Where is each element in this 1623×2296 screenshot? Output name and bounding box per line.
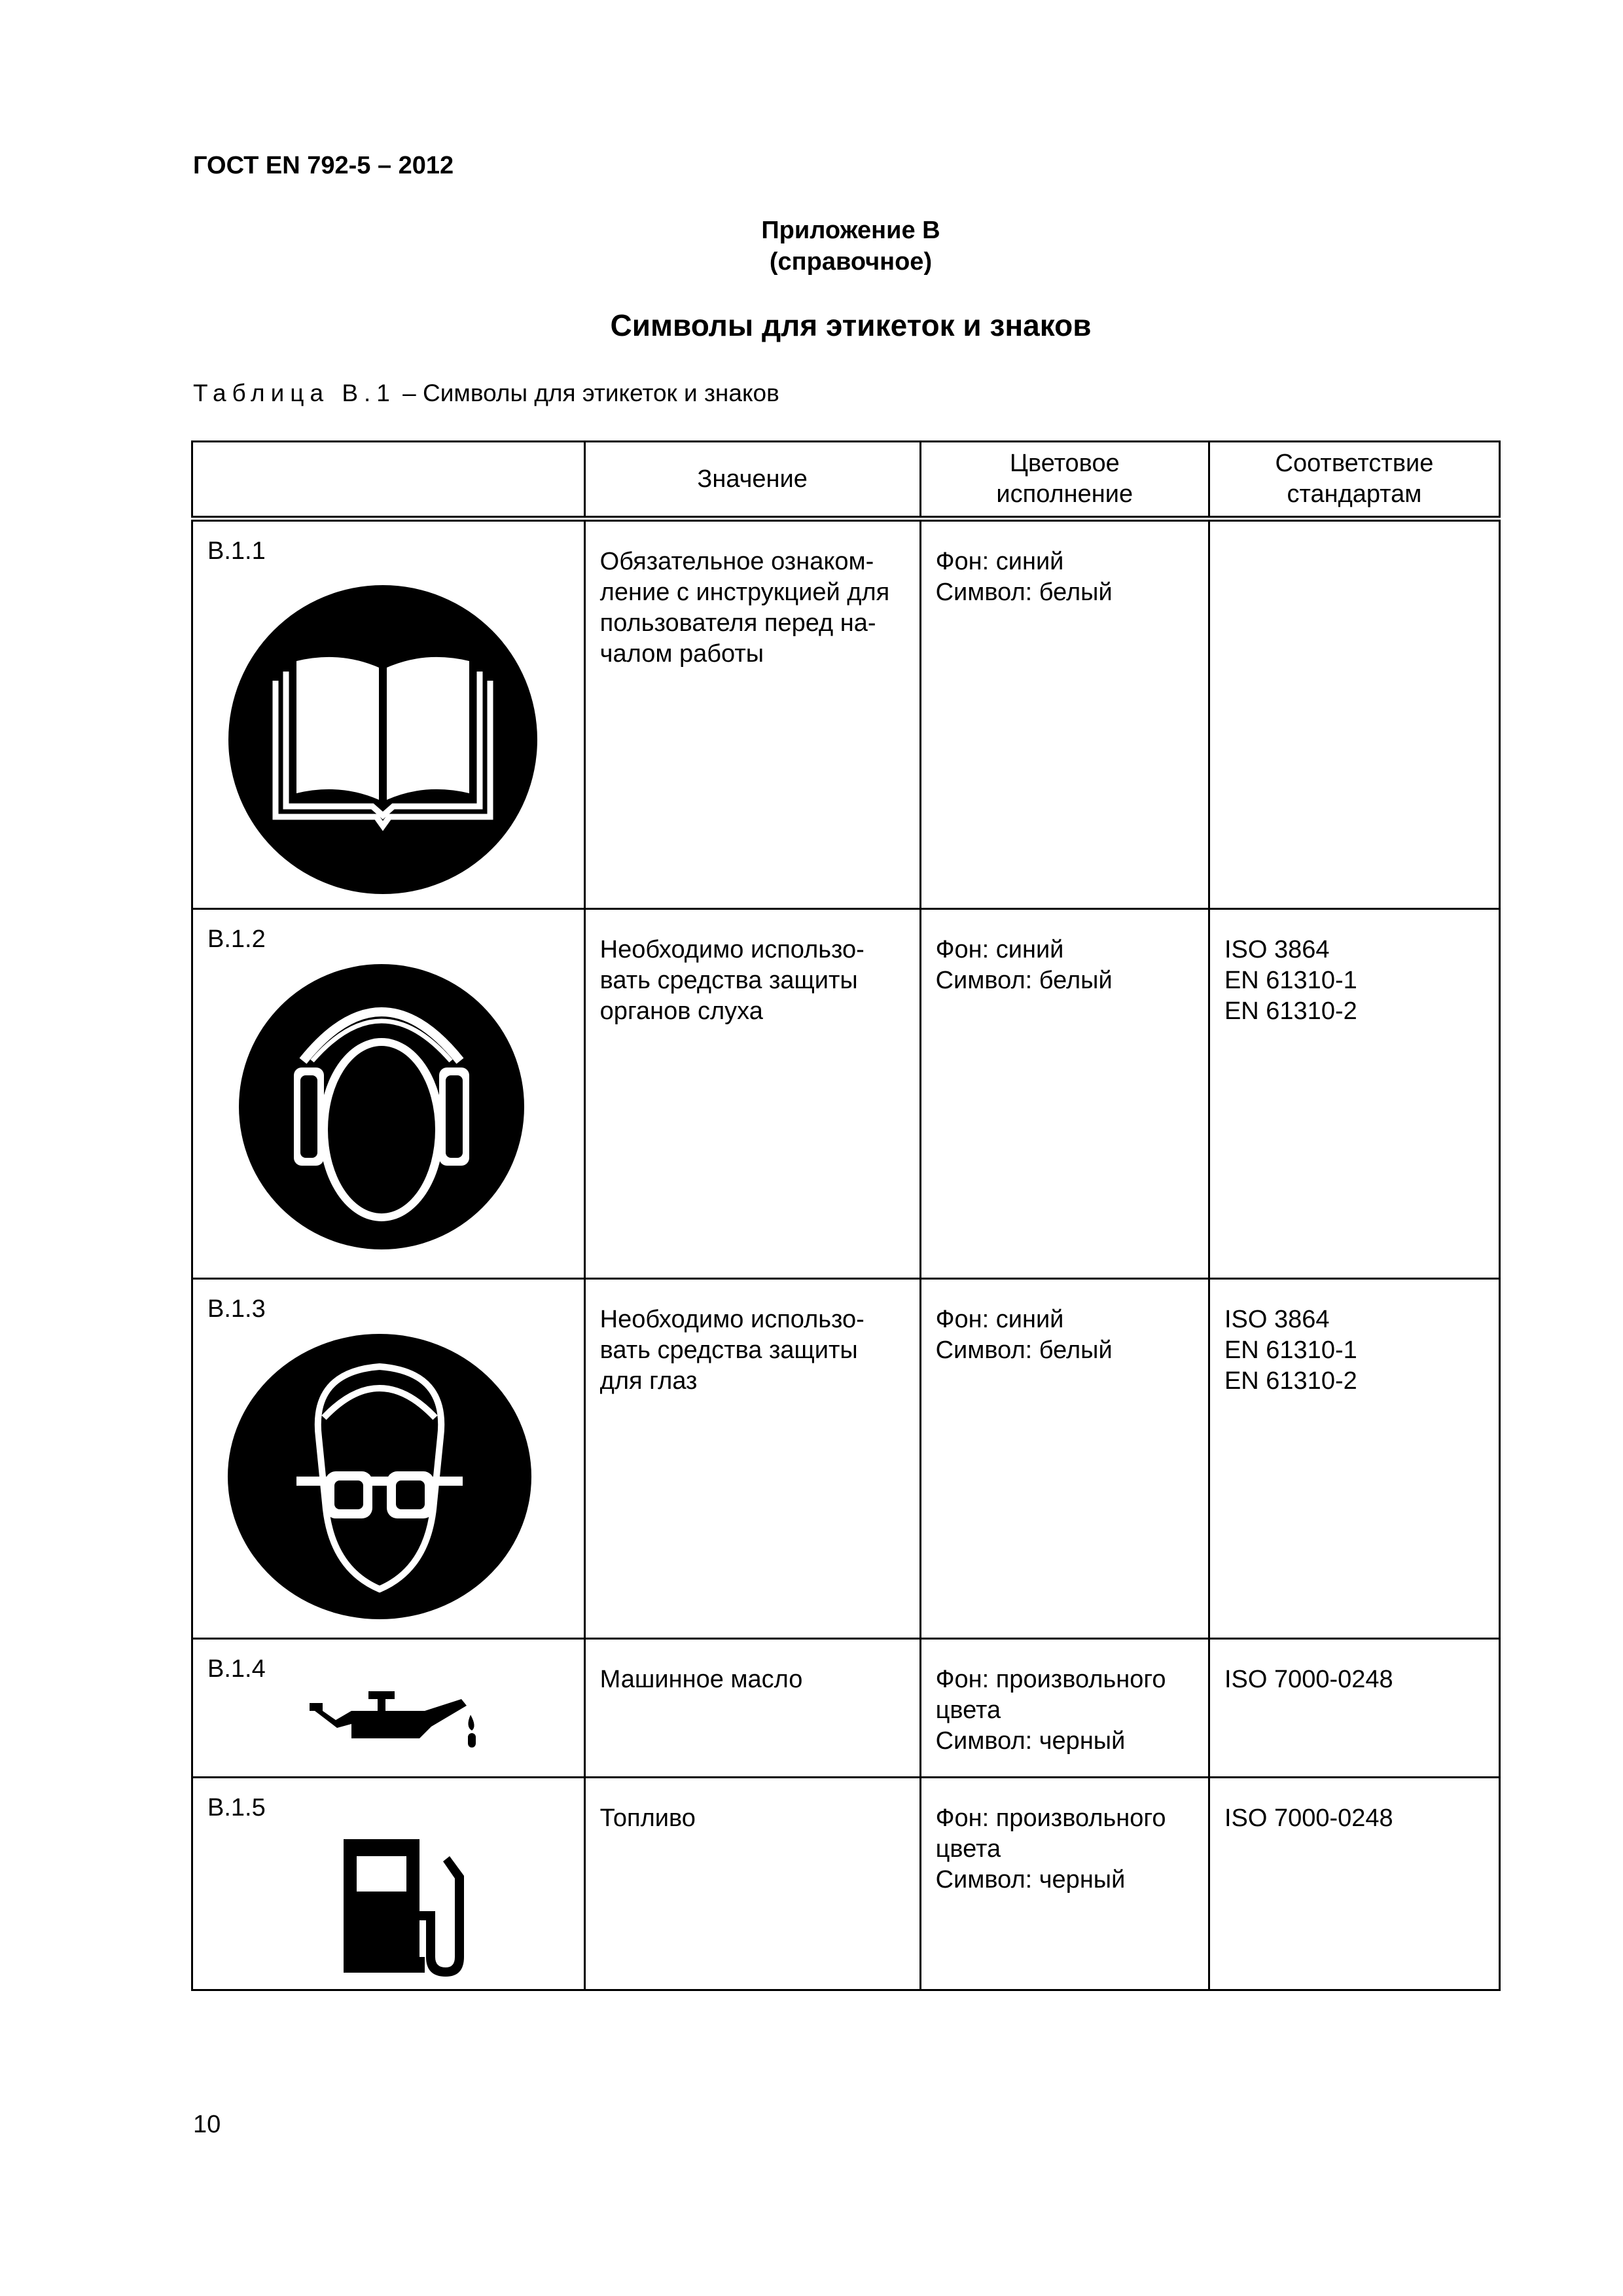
standards-cell (1209, 909, 1499, 1279)
appendix-subtitle: (справочное) (769, 248, 933, 276)
row-id: В.1.1 (207, 537, 266, 565)
standards-text: ISO 7000-0248 (1224, 1804, 1393, 1832)
meaning-text: Топливо (599, 1804, 696, 1832)
ear-protection-icon (238, 963, 584, 1251)
read-manual-icon (226, 583, 584, 897)
color-text: Фон: произвольного цвета Символ: черный (935, 1804, 1166, 1893)
symbol-cell (192, 1639, 585, 1778)
table-row (192, 519, 1500, 909)
table-row (192, 909, 1500, 1279)
color-text: Фон: синий Символ: белый (935, 1306, 1113, 1364)
table-caption-label: Таблица В.1 (193, 380, 396, 406)
symbol-cell (192, 519, 585, 909)
standards-cell (1209, 519, 1499, 909)
meaning-cell (584, 1639, 920, 1778)
meaning-text: Обязательное ознаком- ление с инструкцией для пользователя перед на- чалом работы (599, 548, 890, 668)
standards-text (1210, 522, 1499, 547)
page-number: 10 (193, 2111, 221, 2138)
standards-text: ISO 3864 EN 61310-1 EN 61310-2 (1224, 936, 1357, 1025)
standards-cell (1209, 1778, 1499, 1990)
symbol-cell (192, 1279, 585, 1639)
color-cell (920, 1279, 1209, 1639)
row-id: В.1.4 (207, 1655, 266, 1683)
table-row (192, 1279, 1500, 1639)
row-id: В.1.2 (207, 925, 266, 953)
fuel-pump-icon (344, 1839, 584, 1977)
color-cell (920, 1778, 1209, 1990)
color-cell (920, 519, 1209, 909)
table-header-row (192, 442, 1500, 519)
standards-cell (1209, 1279, 1499, 1639)
table-row (192, 1639, 1500, 1778)
standards-cell (1209, 1639, 1499, 1778)
meaning-text: Машинное масло (599, 1666, 803, 1693)
appendix-heading (0, 215, 1623, 278)
meaning-cell (584, 519, 920, 909)
meaning-cell (584, 1279, 920, 1639)
symbol-cell (192, 909, 585, 1279)
color-cell (920, 1639, 1209, 1778)
header-cell-meaning: Значение (584, 442, 920, 519)
color-text: Фон: синий Символ: белый (935, 548, 1113, 606)
header-cell-symbol (192, 442, 585, 519)
meaning-text: Необходимо использо- вать средства защиты органов слуха (599, 936, 865, 1025)
standards-text: ISO 3864 EN 61310-1 EN 61310-2 (1224, 1306, 1357, 1395)
table-caption (193, 380, 779, 407)
appendix-title: Приложение В (761, 217, 940, 244)
standards-text: ISO 7000-0248 (1224, 1666, 1393, 1693)
oil-can-icon (310, 1689, 584, 1754)
table-row (192, 1778, 1500, 1990)
meaning-text: Необходимо использо- вать средства защиты для глаз (599, 1306, 865, 1395)
header-cell-standards: Соответствие стандартам (1209, 442, 1499, 519)
header-cell-color: Цветовое исполнение (920, 442, 1209, 519)
standard-code: ГОСТ EN 792-5 – 2012 (193, 152, 454, 179)
page-title: Символы для этикеток и знаков (610, 308, 1092, 342)
row-id: В.1.5 (207, 1794, 266, 1821)
color-cell (920, 909, 1209, 1279)
meaning-cell (584, 909, 920, 1279)
row-id: В.1.3 (207, 1295, 266, 1323)
color-text: Фон: произвольного цвета Символ: черный (935, 1666, 1166, 1755)
meaning-cell (584, 1778, 920, 1990)
table-caption-text: – Символы для этикеток и знаков (395, 380, 779, 406)
color-text: Фон: синий Символ: белый (935, 936, 1113, 994)
symbol-cell (192, 1778, 585, 1990)
symbols-table (191, 440, 1501, 1991)
eye-protection-icon (226, 1333, 584, 1621)
